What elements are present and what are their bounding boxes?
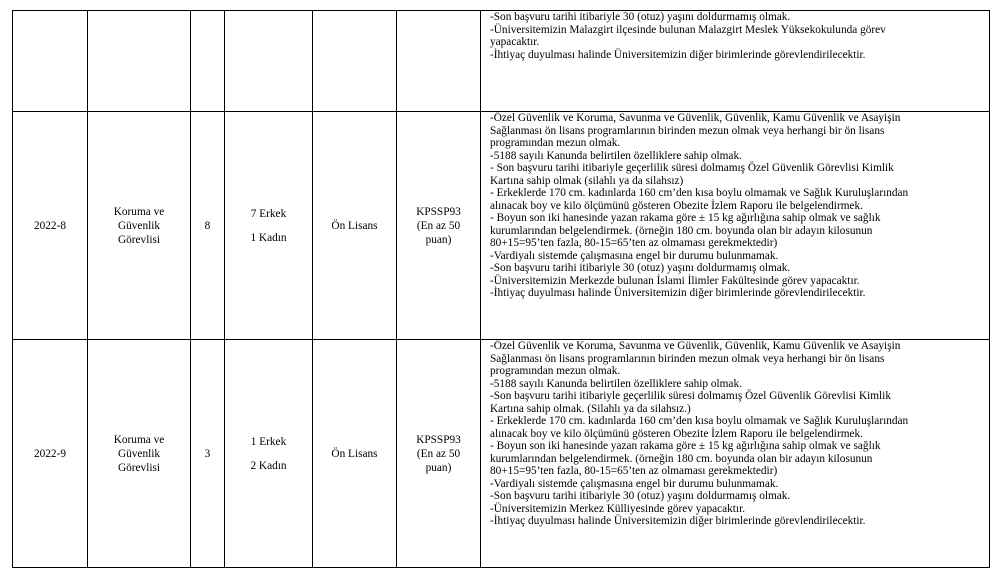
position-count-cell	[191, 112, 225, 340]
requirement-line: -Vardiyalı sistemde çalışmasına engel bir durumu bulunmamak.	[490, 249, 779, 262]
requirement-line: Sağlanması ön lisans programlarının birinden mezun olmak veya herhangi bir ön lisans	[490, 124, 885, 137]
requirement-line: 80+15=95’ten fazla, 80-15=65’ten az olmaması gerekmektedir)	[490, 237, 778, 249]
position-title-line: Güvenlik	[117, 447, 161, 460]
requirement-line: -5188 sayılı Kanunda belirtilen özelliklere sahip olmak.	[490, 149, 742, 162]
education-level: Ön Lisans	[331, 447, 378, 460]
gender-distribution-cell	[225, 112, 313, 340]
gender-line: 1 Kadın	[250, 231, 287, 244]
requirement-line: Kartına sahip olmak (silahlı ya da silahsız)	[490, 174, 684, 187]
spacer	[225, 449, 312, 459]
requirement-line: -Son başvuru tarihi itibariyle 30 (otuz) yaşını doldurmamış olmak.	[490, 490, 791, 502]
gender-distribution-cell	[225, 340, 313, 568]
position-title-cell	[88, 340, 191, 568]
requirement-line: -İhtiyaç duyulması halinde Üniversitemizin diğer birimlerinde görevlendirilecektir.	[490, 287, 866, 299]
score-line: puan)	[425, 233, 452, 246]
requirement-line: - Erkeklerde 170 cm. kadınlarda 160 cm’den kısa boylu olmamak ve Sağlık Kuruluşlarından	[490, 187, 909, 199]
education-level-cell	[313, 112, 397, 340]
position-code: 2022-9	[33, 447, 66, 460]
education-level-cell	[313, 11, 397, 112]
requirement-line: -Üniversitemizin Merkez Külliyesinde görev yapacaktır.	[490, 502, 746, 515]
score-requirement-cell	[397, 11, 481, 112]
gender-distribution-cell	[225, 11, 313, 112]
requirement-line: -Üniversitemizin Malazgirt ilçesinde bulunan Malazgirt Meslek Yüksekokulunda görev	[490, 23, 886, 36]
table-row	[13, 11, 990, 112]
score-line: puan)	[425, 461, 452, 474]
requirements-cell	[481, 340, 990, 568]
requirement-line: -Son başvuru tarihi itibariyle geçerlilik süresi dolmamış Özel Güvenlik Görevlisi Kimlik	[490, 390, 891, 402]
requirement-line: kurumlarından belgelendirmek. (örneğin 180 cm. boyunda olan bir adayın kilosunun	[490, 452, 873, 465]
score-line: (En az 50	[416, 219, 461, 232]
score-line: KPSSP93	[416, 433, 461, 446]
position-count: 3	[204, 447, 211, 460]
education-level: Ön Lisans	[331, 219, 378, 232]
position-title-line: Koruma ve	[113, 205, 165, 218]
position-title-line: Görevlisi	[117, 233, 161, 246]
requirement-line: Kartına sahip olmak. (Silahlı ya da silahsız.)	[490, 402, 691, 415]
requirement-line: -Özel Güvenlik ve Koruma, Savunma ve Güvenlik, Güvenlik, Kamu Güvenlik ve Asayişin	[490, 112, 901, 124]
positions-table	[12, 10, 990, 568]
requirement-line: yapacaktır.	[490, 36, 540, 48]
requirement-line: - Son başvuru tarihi itibariyle geçerlilik süresi dolmamış Özel Güvenlik Görevlisi Kimlik	[490, 162, 894, 174]
requirement-line: -Vardiyalı sistemde çalışmasına engel bir durumu bulunmamak.	[490, 477, 779, 490]
requirement-line: -İhtiyaç duyulması halinde Üniversitemizin diğer birimlerinde görevlendirilecektir.	[490, 515, 866, 527]
requirement-line: -Son başvuru tarihi itibariyle 30 (otuz) yaşını doldurmamış olmak.	[490, 11, 791, 23]
spacer	[225, 221, 312, 231]
requirement-line: -İhtiyaç duyulması halinde Üniversitemizin diğer birimlerinde görevlendirilecektir.	[490, 48, 866, 61]
score-line: KPSSP93	[416, 205, 461, 218]
requirement-line: Sağlanması ön lisans programlarının birinden mezun olmak veya herhangi bir ön lisans	[490, 352, 885, 365]
table-row	[13, 340, 990, 568]
position-code: 2022-8	[33, 219, 66, 232]
requirement-line: - Boyun son iki hanesinde yazan rakama göre ± 15 kg ağırlığına sahip olmak ve sağlık	[490, 440, 881, 452]
position-title-line: Görevlisi	[117, 461, 161, 474]
requirement-line: -Özel Güvenlik ve Koruma, Savunma ve Güvenlik, Güvenlik, Kamu Güvenlik ve Asayişin	[490, 340, 901, 352]
requirement-line: alınacak boy ve kilo ölçümünü gösteren Obezite İzlem Raporu ile belgelendirmek.	[490, 427, 863, 440]
requirement-line: programından mezun olmak.	[490, 365, 621, 377]
position-count-cell	[191, 11, 225, 112]
requirement-line: - Boyun son iki hanesinde yazan rakama göre ± 15 kg ağırlığına sahip olmak ve sağlık	[490, 212, 881, 224]
score-requirement-cell	[397, 112, 481, 340]
education-level-cell	[313, 340, 397, 568]
table-row	[13, 112, 990, 340]
requirement-line: programından mezun olmak.	[490, 137, 621, 149]
requirement-line: -Son başvuru tarihi itibariyle 30 (otuz) yaşını doldurmamış olmak.	[490, 262, 791, 274]
position-title-line: Koruma ve	[113, 433, 165, 446]
position-count: 8	[204, 219, 211, 232]
gender-line: 2 Kadın	[250, 459, 287, 472]
requirement-line: -Üniversitemizin Merkezde bulunan İslami İlimler Fakültesinde görev yapacaktır.	[490, 274, 860, 287]
score-requirement-cell	[397, 340, 481, 568]
requirement-line: kurumlarından belgelendirmek. (örneğin 180 cm. boyunda olan bir adayın kilosunun	[490, 224, 873, 237]
requirement-line: -5188 sayılı Kanunda belirtilen özelliklere sahip olmak.	[490, 377, 742, 390]
requirements-cell	[481, 11, 990, 112]
position-title-cell	[88, 11, 191, 112]
position-code-cell	[13, 11, 88, 112]
position-count-cell	[191, 340, 225, 568]
gender-line: 1 Erkek	[250, 435, 287, 448]
requirement-line: alınacak boy ve kilo ölçümünü gösteren Obezite İzlem Raporu ile belgelendirmek.	[490, 199, 863, 212]
gender-line: 7 Erkek	[250, 207, 287, 220]
requirements-cell	[481, 112, 990, 340]
position-code-cell	[13, 112, 88, 340]
position-title-line: Güvenlik	[117, 219, 161, 232]
position-code-cell	[13, 340, 88, 568]
score-line: (En az 50	[416, 447, 461, 460]
requirement-line: 80+15=95’ten fazla, 80-15=65’ten az olmaması gerekmektedir)	[490, 465, 778, 477]
requirement-line: - Erkeklerde 170 cm. kadınlarda 160 cm’den kısa boylu olmamak ve Sağlık Kuruluşlarından	[490, 415, 909, 427]
position-title-cell	[88, 112, 191, 340]
